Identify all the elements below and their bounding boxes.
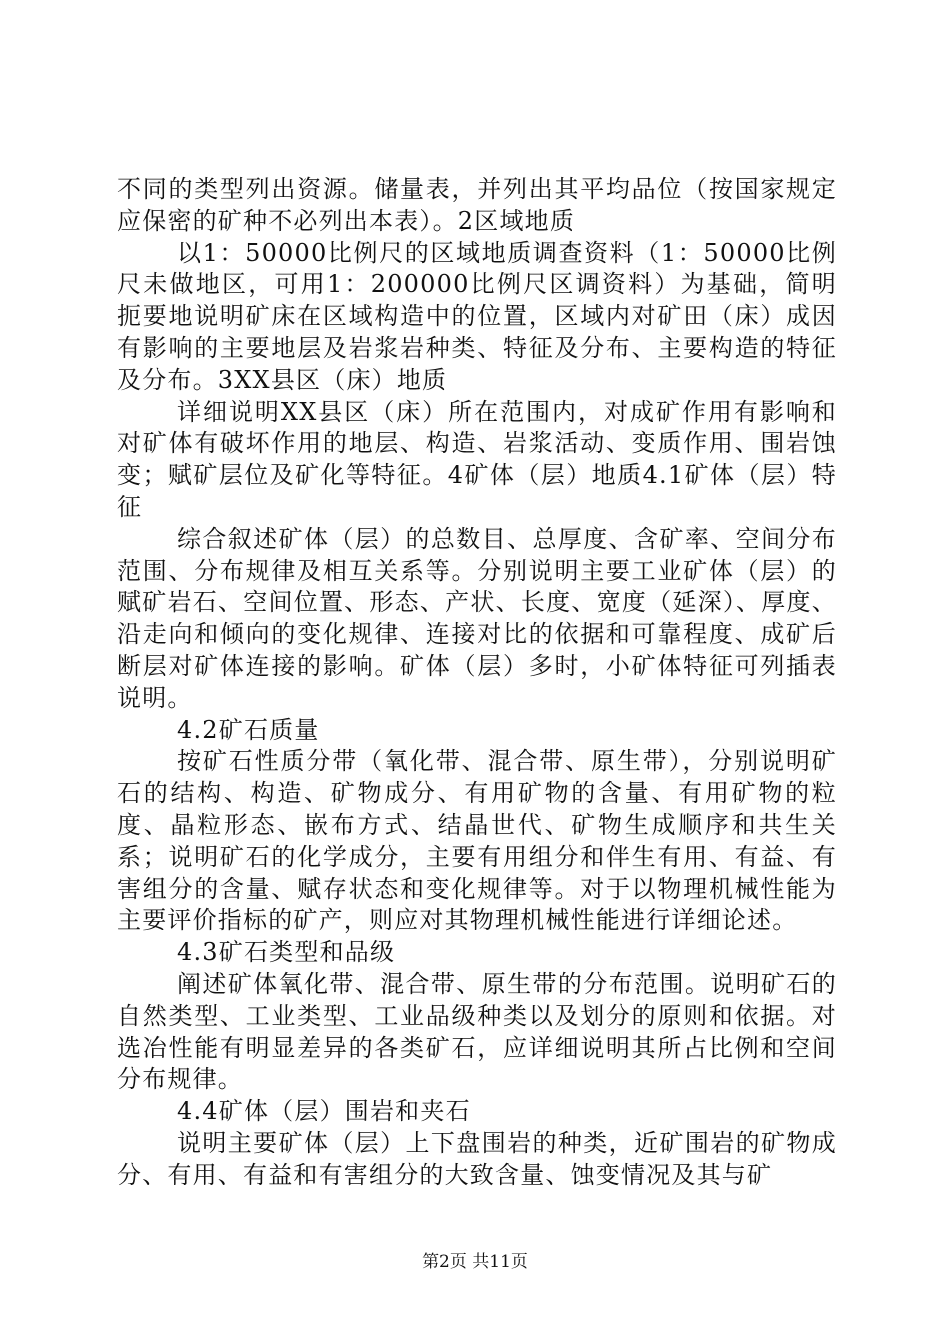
paragraph-resources-continued: 不同的类型列出资源。储量表，并列出其平均品位（按国家规定应保密的矿种不必列出本表）。2区域地质 <box>117 175 837 235</box>
paragraph-wall-rock: 说明主要矿体（层）上下盘围岩的种类，近矿围岩的矿物成分、有用、有益和有害组分的大致含量、蚀变情况及其与矿 <box>117 1128 837 1189</box>
document-body <box>117 174 837 1192</box>
heading-wall-rock: 4.4矿体（层）围岩和夹石 <box>177 1097 471 1126</box>
page-number: 第2页 共11页 <box>422 1252 528 1272</box>
heading-ore-quality: 4.2矿石质量 <box>177 715 320 744</box>
paragraph-ore-types: 阐述矿体氧化带、混合带、原生带的分布范围。说明矿石的自然类型、工业类型、工业品级种类以及划分的原则和依据。对选冶性能有明显差异的各类矿石，应详细说明其所占比例和空间分布规律。 <box>117 969 837 1094</box>
heading-ore-types: 4.3矿石类型和品级 <box>177 938 396 967</box>
paragraph-county-geology: 详细说明XX县区（床）所在范围内，对成矿作用有影响和对矿体有破坏作用的地层、构造、岩浆活动、变质作用、围岩蚀变；赋矿层位及矿化等特征。4矿体（层）地质4.1矿体（层）特征 <box>117 397 837 521</box>
paragraph-orebody-features: 综合叙述矿体（层）的总数目、总厚度、含矿率、空间分布范围、分布规律及相互关系等。分别说明主要工业矿体（层）的赋矿岩石、空间位置、形态、产状、长度、宽度（延深）、厚度、沿走向和倾向的变化规律、连接对比的依据和可靠程度、成矿后断层对矿体连接的影响。矿体（层）多时，小矿体特征可列插表说明。 <box>117 524 837 712</box>
paragraph-ore-quality: 按矿石性质分带（氧化带、混合带、原生带），分别说明矿石的结构、构造、矿物成分、有用矿物的含量、有用矿物的粒度、晶粒形态、嵌布方式、结晶世代、矿物生成顺序和共生关系；说明矿石的化学成分，主要有用组分和伴生有用、有益、有害组分的含量、赋存状态和变化规律等。对于以物理机械性能为主要评价指标的矿产，则应对其物理机械性能进行详细论述。 <box>117 747 837 935</box>
paragraph-regional-geology: 以1：50000比例尺的区域地质调查资料（1：50000比例尺未做地区，可用1：200000比例尺区调资料）为基础，简明扼要地说明矿床在区域构造中的位置，区域内对矿田（床）成因有影响的主要地层及岩浆岩种类、特征及分布、主要构造的特征及分布。3XX县区（床）地质 <box>117 238 837 394</box>
